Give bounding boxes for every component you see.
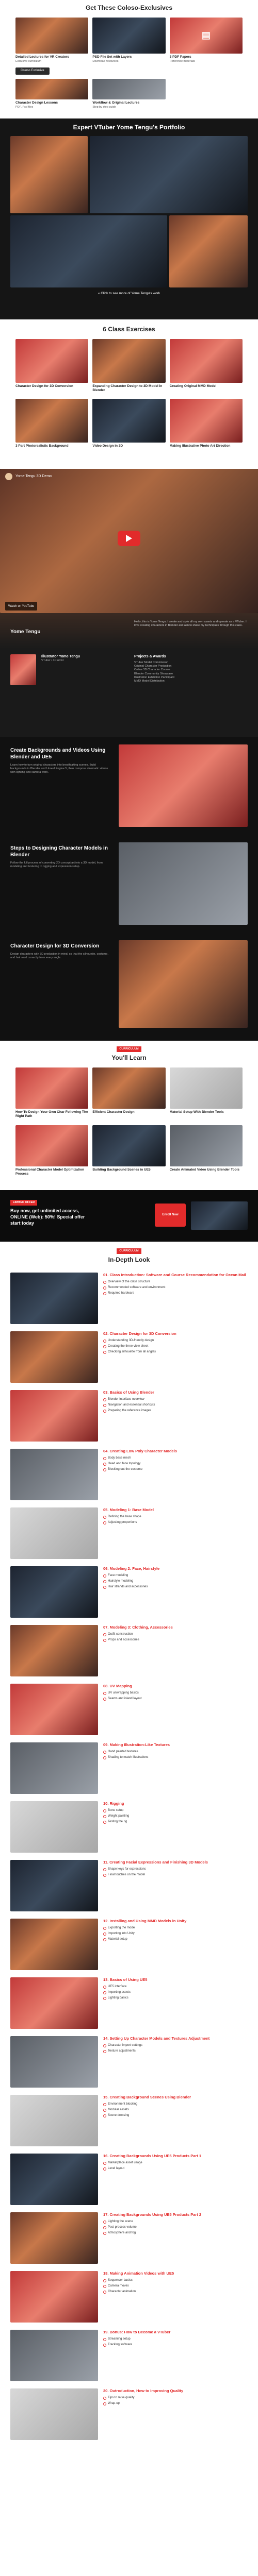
instructor-avatar	[10, 654, 36, 685]
chapter-point: Level layout	[103, 2166, 248, 2172]
portfolio-image[interactable]	[169, 215, 248, 287]
chapter-point: Overview of the class structure	[103, 1279, 248, 1285]
chapter-point: Checking silhouette from all angles	[103, 1349, 248, 1355]
chapter-point: Lighting the scene	[103, 2219, 248, 2225]
chapter-image	[10, 2212, 98, 2264]
chapter-row	[10, 1273, 248, 1324]
chapter-point: UV unwrapping basics	[103, 1690, 248, 1696]
chapter-point: Outfit construction	[103, 1632, 248, 1637]
exclusive-item-2: ▤ 3 PDF Papers Reference materials	[170, 18, 243, 64]
chapter-row	[10, 2330, 248, 2381]
exercise-thumb	[15, 339, 88, 383]
instructor-section-title: Yome Tengu	[10, 629, 41, 635]
chapter-point: UE5 interface	[103, 1984, 248, 1990]
chapter-row	[10, 1449, 248, 1500]
chapter-title: 15. Creating Background Scenes Using Blender	[103, 2094, 191, 2099]
chapter-point: Required hardware	[103, 1291, 248, 1296]
exercise-item-4: Video Design in 3D	[92, 399, 165, 448]
chapter-point: Streaming setup	[103, 2336, 248, 2342]
chapter-points	[103, 2043, 248, 2054]
chapter-title: 10. Rigging	[103, 1801, 124, 1806]
chapter-point: Lighting basics	[103, 1995, 248, 2001]
chapter-image	[10, 2095, 98, 2146]
promo-title: Steps to Designing Character Models in Blender	[10, 845, 108, 858]
chapter-point: Scene dressing	[103, 2113, 248, 2119]
learn-thumb	[92, 1125, 165, 1166]
exclusive-thumb	[92, 18, 165, 54]
chapter-point: Seams and island layout	[103, 1696, 248, 1702]
chapter-row	[10, 1742, 248, 1794]
learn-item-5: Create Animated Video Using Blender Tools	[170, 1125, 243, 1177]
chapter-point: Character import settings	[103, 2043, 248, 2048]
chapter-point: Weight painting	[103, 1814, 248, 1819]
chapter-point: Material setup	[103, 1937, 248, 1942]
chapter-points	[103, 1573, 248, 1589]
video-section	[0, 469, 258, 613]
chapter-row	[10, 2388, 248, 2440]
enroll-button[interactable]: Enroll Now	[155, 1204, 186, 1227]
exercises-section	[0, 319, 258, 469]
chapter-point: Refining the base shape	[103, 1514, 248, 1520]
learn-thumb	[170, 1125, 243, 1166]
chapter-point: Wrap-up	[103, 2401, 248, 2406]
cta-tag: LIMITED OFFER	[10, 1200, 37, 1206]
chapter-row	[10, 2212, 248, 2264]
chapter-point: Hand painted textures	[103, 1749, 248, 1755]
promo-body: Follow the full process of converting 2D concept art into a 3D model, from modeling and texturing to rigging and expression setup.	[10, 861, 103, 869]
chapter-row	[10, 1977, 248, 2029]
chapter-point: Post process volume	[103, 2225, 248, 2230]
chapter-title: 04. Creating Low Poly Character Models	[103, 1448, 177, 1453]
portfolio-image[interactable]	[10, 136, 88, 213]
chapter-title: 16. Creating Backgrounds Using UE5 Products Part 1	[103, 2153, 202, 2158]
chapter-point: Atmosphere and fog	[103, 2230, 248, 2236]
exclusive-thumb	[15, 18, 88, 54]
chapter-points	[103, 1749, 248, 1760]
chapter-title: 18. Making Animation Videos with UE5	[103, 2270, 174, 2276]
chapter-point: Bone setup	[103, 1808, 248, 1814]
chapter-title: 03. Basics of Using Blender	[103, 1389, 154, 1395]
chapter-row	[10, 1507, 248, 1559]
chapter-title: 05. Modeling 1: Base Model	[103, 1507, 154, 1512]
play-icon	[126, 535, 132, 542]
chapter-title: 01. Class Introduction: Software and Course Recommendation for Ocean Mail	[103, 1272, 246, 1277]
promo-body: Design characters with 3D production in mind, so that the silhouette, costume, and hair read correctly from every angle.	[10, 953, 108, 960]
cta-section	[0, 1190, 258, 1242]
exercise-item-5: Making Illustrative Photo Art Direction	[170, 399, 243, 448]
chapter-image	[10, 1507, 98, 1559]
chapter-row	[10, 1801, 248, 1853]
chapter-point: Understanding 3D-friendly design	[103, 1338, 248, 1344]
learn-item-3: Professional Character Model Optimization Process	[15, 1125, 88, 1177]
chapter-title: 19. Bonus: How to Become a VTuber	[103, 2329, 171, 2334]
chapter-points	[103, 2336, 248, 2348]
promo-section	[0, 737, 258, 1041]
chapter-points	[103, 2278, 248, 2294]
portfolio-image[interactable]	[10, 215, 167, 287]
cta-image	[191, 1201, 248, 1230]
chapter-point: Sequencer basics	[103, 2278, 248, 2283]
learn-item-4: Building Background Scenes in UE5	[92, 1125, 165, 1177]
promo-image	[119, 842, 248, 925]
pdf-icon: ▤	[201, 29, 211, 40]
exclusive-item-4: Workflow & Original Lectures Step by step guide	[92, 79, 165, 110]
exclusives-title: Get These Coloso-Exclusives	[85, 4, 173, 11]
chapter-points	[103, 1984, 248, 2001]
play-button[interactable]	[118, 531, 140, 546]
chapter-title: 11. Creating Facial Expressions and Finishing 3D Models	[103, 1859, 208, 1865]
chapter-row	[10, 2095, 248, 2146]
exercise-thumb	[15, 399, 88, 443]
promo-body: Learn how to turn original characters into breathtaking scenes. Build backgrounds in Blender and Unreal Engine 5, then compose cinematic videos with lighting and camera work.	[10, 764, 108, 774]
learn-item-2: Material Setup With Blender Tools	[170, 1067, 243, 1119]
portfolio-title: Expert VTuber Yome Tengu's Portfolio	[73, 124, 185, 131]
chapter-point: Tips to raise quality	[103, 2395, 248, 2401]
projects-list: VTuber Model Commission Original Character Production Online 3D Character Course Blender Community Showcase Illustration Exhibition Participant MMD Model Distribution	[134, 661, 174, 683]
exercise-thumb	[92, 399, 165, 443]
chapter-point: Shape keys for expressions	[103, 1867, 248, 1872]
chapter-points	[103, 1338, 248, 1354]
chapter-point: Props and accessories	[103, 1637, 248, 1643]
chapter-title: 07. Modeling 3: Clothing, Accessories	[103, 1624, 173, 1630]
chapter-image	[10, 1860, 98, 1911]
chapter-title: 20. Outroduction, How to Improving Quality	[103, 2388, 184, 2393]
chapter-point: Face modeling	[103, 1573, 248, 1579]
cta-line-1: Buy now, get unlimited access,	[10, 1208, 79, 1213]
chapter-point: Importing into Unity	[103, 1931, 248, 1937]
chapter-point: Tracking software	[103, 2342, 248, 2348]
exercises-title: 6 Class Exercises	[103, 326, 155, 333]
chapter-points	[103, 2160, 248, 2172]
coloso-exclusive-button[interactable]: Coloso Exclusive	[15, 67, 50, 75]
chapter-point: Adjusting proportions	[103, 1520, 248, 1526]
projects-title: Projects & Awards	[134, 655, 166, 658]
chapter-point: Texture adjustments	[103, 2048, 248, 2054]
exclusive-item-3: Character Design Lessons PDF, Psd files	[15, 79, 88, 110]
chapter-row	[10, 1919, 248, 1970]
chapter-title: 14. Setting Up Character Models and Textures Adjustment	[103, 2036, 210, 2041]
chapter-row	[10, 1684, 248, 1735]
chapter-image	[10, 1625, 98, 1676]
chapter-row	[10, 2154, 248, 2205]
indepth-title: In-Depth Look	[108, 1256, 150, 1264]
chapter-point: Camera moves	[103, 2283, 248, 2289]
chapter-points	[103, 1808, 248, 1824]
chapter-point: Exporting the model	[103, 1925, 248, 1931]
portfolio-caption[interactable]: « Click to see more of Yome Tengu's work	[98, 291, 160, 295]
chapter-point: Recommended software and environment	[103, 1285, 248, 1291]
indepth-tag: CURRICULUM	[117, 1248, 141, 1254]
chapter-image	[10, 1331, 98, 1383]
chapter-point: Navigation and essential shortcuts	[103, 1402, 248, 1408]
learn-thumb	[15, 1125, 88, 1166]
cta-line-2: ONLINE (Web): 50%! Special offer	[10, 1214, 85, 1220]
chapter-title: 06. Modeling 2: Face, Hairstyle	[103, 1566, 160, 1571]
chapter-image	[10, 2330, 98, 2381]
exclusive-item-0: Detailed Lectures for VR Creators Exclusive curriculum	[15, 18, 88, 64]
chapter-point: Blender interface overview	[103, 1397, 248, 1402]
learn-thumb	[15, 1067, 88, 1109]
chapter-points	[103, 1690, 248, 1702]
chapter-title: 08. UV Mapping	[103, 1683, 132, 1688]
chapter-image	[10, 1977, 98, 2029]
chapter-image	[10, 2036, 98, 2088]
chapter-points	[103, 1632, 248, 1643]
chapter-points	[103, 1867, 248, 1878]
chapter-list	[0, 1273, 258, 2440]
learn-section	[0, 1041, 258, 1190]
chapter-points	[103, 2395, 248, 2406]
chapter-point: Blocking out the costume	[103, 1467, 248, 1472]
instructor-name: Illustrator Yome Tengu	[41, 655, 80, 658]
chapter-title: 12. Installing and Using MMD Models in Unity	[103, 1918, 187, 1923]
exercise-item-2: Creating Original MMD Model	[170, 339, 243, 393]
chapter-point: Marketplace asset usage	[103, 2160, 248, 2166]
chapter-row	[10, 1390, 248, 1442]
chapter-image	[10, 2154, 98, 2205]
instructor-bio: Hello, this is Yome Tengu. I create and style all my own assets and operate as a VTuber. I love creating characters in Blender and aim to share my techniques through this class.	[134, 620, 247, 628]
learn-tag: CURRICULUM	[117, 1046, 141, 1052]
chapter-points	[103, 2219, 248, 2235]
chapter-point: Shading to match illustrations	[103, 1755, 248, 1760]
chapter-row	[10, 1566, 248, 1618]
chapter-image	[10, 1742, 98, 1794]
exclusive-thumb	[15, 79, 88, 99]
chapter-row	[10, 1625, 248, 1676]
chapter-image	[10, 1449, 98, 1500]
learn-item-0: How To Design Your Own Char Following The Right Path	[15, 1067, 88, 1119]
cta-line-3: start today	[10, 1221, 35, 1226]
exercise-item-0: Character Design for 3D Conversion	[15, 339, 88, 393]
chapter-image	[10, 2271, 98, 2323]
chapter-points	[103, 1925, 248, 1942]
promo-image	[119, 940, 248, 1028]
chapter-point: Creating the three-view sheet	[103, 1344, 248, 1349]
promo-image	[119, 744, 248, 827]
chapter-point: Hair strands and accessories	[103, 1584, 248, 1590]
learn-title: You'll Learn	[111, 1054, 147, 1062]
chapter-points	[103, 1455, 248, 1472]
chapter-point: Head and face topology	[103, 1461, 248, 1467]
exercise-thumb	[92, 339, 165, 383]
exercise-item-3: 3 Part Photorealistic Background	[15, 399, 88, 448]
chapter-point: Environment blocking	[103, 2102, 248, 2107]
chapter-point: Body base mesh	[103, 1455, 248, 1461]
chapter-row	[10, 2271, 248, 2323]
chapter-image	[10, 1801, 98, 1853]
chapter-point: Hairstyle modeling	[103, 1579, 248, 1584]
exclusive-item-1: PSD File Set with Layers Download resources	[92, 18, 165, 64]
video-title[interactable]: Yome Tengu 3D Demo	[15, 474, 52, 479]
chapter-image	[10, 2388, 98, 2440]
chapter-image	[10, 1566, 98, 1618]
exercise-item-1: Expanding Character Design to 3D Model in Blender	[92, 339, 165, 393]
channel-avatar	[5, 473, 12, 480]
chapter-row	[10, 1860, 248, 1911]
chapter-point: Preparing the reference images	[103, 1408, 248, 1414]
chapter-image	[10, 1919, 98, 1970]
learn-item-1: Efficient Character Design	[92, 1067, 165, 1119]
portfolio-section	[0, 118, 258, 319]
chapter-points	[103, 1397, 248, 1413]
exercise-thumb	[170, 339, 243, 383]
chapter-row	[10, 2036, 248, 2088]
instructor-role: VTuber / 3D Artist	[41, 659, 64, 663]
chapter-point: Final touches on the model	[103, 1872, 248, 1878]
chapter-title: 17. Creating Backgrounds Using UE5 Products Part 2	[103, 2212, 202, 2217]
chapter-row	[10, 1331, 248, 1383]
exclusives-section	[0, 0, 258, 118]
chapter-point: Modular assets	[103, 2107, 248, 2113]
watch-on-youtube[interactable]: Watch on YouTube	[5, 602, 37, 611]
chapter-point: Importing assets	[103, 1990, 248, 1995]
learn-thumb	[170, 1067, 243, 1109]
portfolio-image[interactable]	[90, 136, 248, 213]
chapter-points	[103, 1279, 248, 1296]
chapter-title: 09. Making Illustration-Like Textures	[103, 1742, 170, 1747]
chapter-points	[103, 1514, 248, 1526]
chapter-point: Testing the rig	[103, 1819, 248, 1825]
chapter-points	[103, 2102, 248, 2118]
exercise-thumb	[170, 399, 243, 443]
chapter-title: 13. Basics of Using UE5	[103, 1977, 148, 1982]
chapter-image	[10, 1273, 98, 1324]
instructor-section	[0, 613, 258, 737]
learn-thumb	[92, 1067, 165, 1109]
indepth-section	[0, 1242, 258, 2576]
chapter-image	[10, 1684, 98, 1735]
promo-title: Create Backgrounds and Videos Using Blender and UE5	[10, 748, 106, 760]
exclusive-thumb	[170, 18, 243, 54]
chapter-title: 02. Character Design for 3D Conversion	[103, 1331, 176, 1336]
chapter-image	[10, 1390, 98, 1442]
chapter-point: Character animation	[103, 2289, 248, 2295]
promo-title: Character Design for 3D Conversion	[10, 943, 100, 949]
exclusive-thumb	[92, 79, 165, 99]
